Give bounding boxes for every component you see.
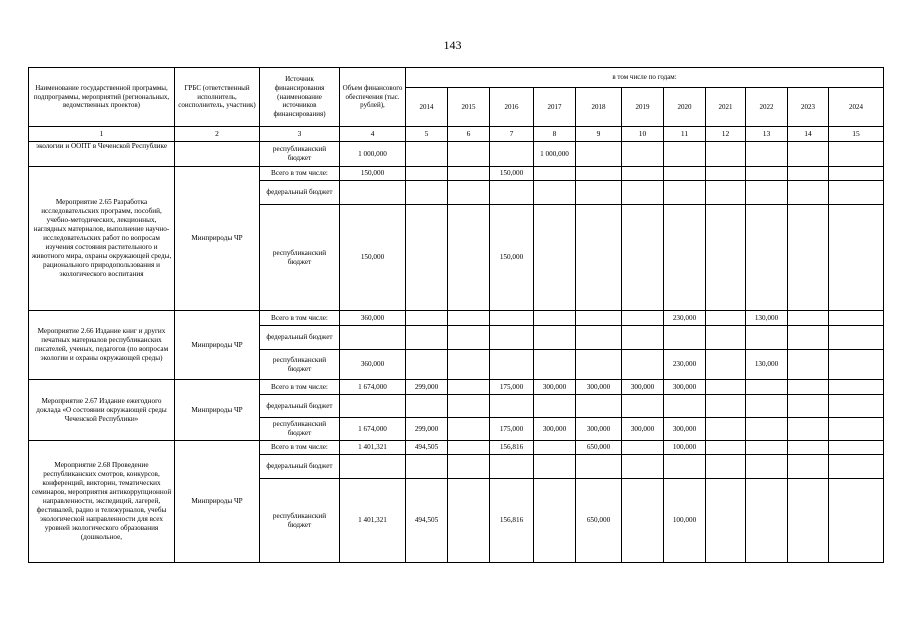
source-republic: республиканский бюджет bbox=[260, 350, 340, 380]
year-value-cell: 650,000 bbox=[576, 479, 622, 563]
year-value-cell bbox=[448, 418, 490, 441]
year-value-cell: 300,000 bbox=[534, 380, 576, 395]
year-value-cell bbox=[448, 311, 490, 326]
year-value-cell bbox=[829, 418, 884, 441]
header-year-2015: 2015 bbox=[448, 88, 490, 127]
year-value-cell bbox=[829, 350, 884, 380]
year-value-cell bbox=[490, 326, 534, 350]
table-row bbox=[29, 167, 884, 181]
column-number: 3 bbox=[260, 127, 340, 142]
year-value-cell bbox=[576, 311, 622, 326]
column-number: 2 bbox=[175, 127, 260, 142]
year-value-cell bbox=[490, 181, 534, 205]
year-value-cell bbox=[706, 350, 746, 380]
column-number: 11 bbox=[664, 127, 706, 142]
source-republic: республиканский бюджет bbox=[260, 142, 340, 167]
year-value-cell bbox=[448, 455, 490, 479]
column-number: 9 bbox=[576, 127, 622, 142]
year-value-cell bbox=[706, 142, 746, 167]
table-row bbox=[29, 311, 884, 326]
column-number: 15 bbox=[829, 127, 884, 142]
volume-cell bbox=[340, 395, 406, 418]
measure-name: Мероприятие 2.65 Разработка исследовательских программ, пособий, учебно-методических, лекционных, наглядных материалов, выполнение научно-исследовательских работ по вопросам изучения состояния растительного и животного мира, охраны окружающей среды, рационального природопользования и экологического воспитания bbox=[29, 167, 175, 311]
year-value-cell bbox=[406, 350, 448, 380]
grbs-cell: Минприроды ЧР bbox=[175, 311, 260, 380]
year-value-cell bbox=[576, 205, 622, 311]
year-value-cell bbox=[576, 142, 622, 167]
year-value-cell bbox=[788, 380, 829, 395]
table-row bbox=[29, 441, 884, 455]
header-year-2014: 2014 bbox=[406, 88, 448, 127]
year-value-cell bbox=[788, 350, 829, 380]
header-year-2018: 2018 bbox=[576, 88, 622, 127]
year-value-cell bbox=[534, 167, 576, 181]
source-total: Всего в том числе: bbox=[260, 441, 340, 455]
measure-name: Мероприятие 2.66 Издание книг и других печатных материалов республиканских писателей, ученых, педагогов (по вопросам экологии и охраны окружающей среды) bbox=[29, 311, 175, 380]
page-number: 143 bbox=[443, 38, 462, 52]
grbs-cell: Минприроды ЧР bbox=[175, 167, 260, 311]
year-value-cell bbox=[622, 181, 664, 205]
column-number: 14 bbox=[788, 127, 829, 142]
table-body bbox=[29, 142, 884, 563]
table-row bbox=[29, 142, 884, 167]
year-value-cell bbox=[746, 395, 788, 418]
year-value-cell bbox=[534, 455, 576, 479]
measure-name-continued: экологии и ООПТ в Чеченской Республике bbox=[29, 142, 175, 167]
year-value-cell bbox=[622, 311, 664, 326]
header-volume: Объем финансового обеспечения (тыс. рублей), bbox=[340, 68, 406, 127]
year-value-cell bbox=[664, 181, 706, 205]
year-value-cell bbox=[534, 326, 576, 350]
year-value-cell bbox=[664, 326, 706, 350]
year-value-cell bbox=[448, 441, 490, 455]
year-value-cell bbox=[746, 205, 788, 311]
year-value-cell bbox=[788, 418, 829, 441]
year-value-cell bbox=[622, 455, 664, 479]
year-value-cell bbox=[829, 311, 884, 326]
year-value-cell: 150,000 bbox=[490, 205, 534, 311]
year-value-cell bbox=[829, 455, 884, 479]
year-value-cell bbox=[576, 455, 622, 479]
year-value-cell: 156,816 bbox=[490, 479, 534, 563]
year-value-cell bbox=[746, 418, 788, 441]
year-value-cell: 175,000 bbox=[490, 380, 534, 395]
volume-cell bbox=[340, 455, 406, 479]
year-value-cell bbox=[448, 395, 490, 418]
year-value-cell bbox=[788, 455, 829, 479]
year-value-cell bbox=[406, 205, 448, 311]
year-value-cell bbox=[490, 142, 534, 167]
year-value-cell bbox=[406, 167, 448, 181]
year-value-cell bbox=[534, 311, 576, 326]
table-row bbox=[29, 380, 884, 395]
year-value-cell bbox=[706, 418, 746, 441]
year-value-cell: 300,000 bbox=[622, 418, 664, 441]
year-value-cell bbox=[664, 142, 706, 167]
source-federal: федеральный бюджет bbox=[260, 395, 340, 418]
year-value-cell bbox=[788, 479, 829, 563]
year-value-cell bbox=[788, 326, 829, 350]
volume-cell: 1 000,000 bbox=[340, 142, 406, 167]
year-value-cell bbox=[829, 205, 884, 311]
year-value-cell bbox=[746, 181, 788, 205]
column-number: 1 bbox=[29, 127, 175, 142]
column-number: 6 bbox=[448, 127, 490, 142]
year-value-cell bbox=[829, 167, 884, 181]
source-total: Всего в том числе: bbox=[260, 380, 340, 395]
year-value-cell: 300,000 bbox=[534, 418, 576, 441]
year-value-cell bbox=[622, 441, 664, 455]
year-value-cell bbox=[706, 380, 746, 395]
year-value-cell: 100,000 bbox=[664, 479, 706, 563]
year-value-cell bbox=[534, 205, 576, 311]
year-value-cell: 494,505 bbox=[406, 479, 448, 563]
source-republic: республиканский бюджет bbox=[260, 479, 340, 563]
year-value-cell bbox=[664, 455, 706, 479]
year-value-cell bbox=[534, 395, 576, 418]
year-value-cell bbox=[788, 167, 829, 181]
year-value-cell bbox=[664, 167, 706, 181]
year-value-cell bbox=[490, 395, 534, 418]
year-value-cell bbox=[788, 205, 829, 311]
year-value-cell bbox=[406, 326, 448, 350]
year-value-cell: 300,000 bbox=[664, 380, 706, 395]
header-name: Наименование государственной программы, подпрограммы, мероприятий (региональных, ведомственных проектов) bbox=[29, 68, 175, 127]
year-value-cell: 494,505 bbox=[406, 441, 448, 455]
year-value-cell bbox=[706, 395, 746, 418]
year-value-cell bbox=[746, 142, 788, 167]
header-source: Источник финансирования (наименование источников финансирования) bbox=[260, 68, 340, 127]
year-value-cell: 299,000 bbox=[406, 418, 448, 441]
year-value-cell bbox=[534, 441, 576, 455]
volume-cell: 1 674,000 bbox=[340, 418, 406, 441]
year-value-cell bbox=[576, 395, 622, 418]
column-number: 12 bbox=[706, 127, 746, 142]
year-value-cell bbox=[622, 205, 664, 311]
year-value-cell bbox=[788, 311, 829, 326]
year-value-cell bbox=[406, 395, 448, 418]
year-value-cell: 650,000 bbox=[576, 441, 622, 455]
volume-cell: 1 401,321 bbox=[340, 441, 406, 455]
column-number: 8 bbox=[534, 127, 576, 142]
volume-cell: 360,000 bbox=[340, 311, 406, 326]
year-value-cell bbox=[664, 395, 706, 418]
year-value-cell bbox=[788, 142, 829, 167]
year-value-cell bbox=[829, 326, 884, 350]
year-value-cell bbox=[706, 181, 746, 205]
year-value-cell bbox=[406, 142, 448, 167]
year-value-cell bbox=[829, 181, 884, 205]
column-number: 5 bbox=[406, 127, 448, 142]
header-year-2019: 2019 bbox=[622, 88, 664, 127]
header-year-2023: 2023 bbox=[788, 88, 829, 127]
header-year-2016: 2016 bbox=[490, 88, 534, 127]
year-value-cell bbox=[622, 142, 664, 167]
year-value-cell bbox=[706, 311, 746, 326]
year-value-cell bbox=[829, 380, 884, 395]
year-value-cell: 150,000 bbox=[490, 167, 534, 181]
grbs-cell bbox=[175, 142, 260, 167]
year-value-cell: 230,000 bbox=[664, 311, 706, 326]
year-value-cell: 130,000 bbox=[746, 350, 788, 380]
header-year-2020: 2020 bbox=[664, 88, 706, 127]
source-federal: федеральный бюджет bbox=[260, 455, 340, 479]
year-value-cell bbox=[829, 142, 884, 167]
year-value-cell bbox=[746, 441, 788, 455]
year-value-cell bbox=[829, 441, 884, 455]
year-value-cell bbox=[829, 479, 884, 563]
year-value-cell bbox=[746, 326, 788, 350]
source-republic: республиканский бюджет bbox=[260, 205, 340, 311]
volume-cell: 1 401,321 bbox=[340, 479, 406, 563]
year-value-cell: 300,000 bbox=[576, 418, 622, 441]
source-total: Всего в том числе: bbox=[260, 311, 340, 326]
volume-cell: 360,000 bbox=[340, 350, 406, 380]
year-value-cell bbox=[706, 441, 746, 455]
year-value-cell: 130,000 bbox=[746, 311, 788, 326]
year-value-cell bbox=[406, 181, 448, 205]
year-value-cell bbox=[829, 395, 884, 418]
year-value-cell bbox=[490, 350, 534, 380]
year-value-cell bbox=[448, 167, 490, 181]
year-value-cell bbox=[622, 350, 664, 380]
volume-cell: 150,000 bbox=[340, 167, 406, 181]
column-number: 10 bbox=[622, 127, 664, 142]
year-value-cell bbox=[576, 326, 622, 350]
year-value-cell: 156,816 bbox=[490, 441, 534, 455]
year-value-cell bbox=[788, 395, 829, 418]
measure-name: Мероприятие 2.67 Издание ежегодного доклада «О состоянии окружающей среды Чеченской Республики» bbox=[29, 380, 175, 441]
year-value-cell bbox=[534, 479, 576, 563]
year-value-cell bbox=[706, 479, 746, 563]
year-value-cell bbox=[746, 167, 788, 181]
header-year-2022: 2022 bbox=[746, 88, 788, 127]
year-value-cell bbox=[448, 205, 490, 311]
year-value-cell bbox=[622, 479, 664, 563]
volume-cell bbox=[340, 181, 406, 205]
source-federal: федеральный бюджет bbox=[260, 326, 340, 350]
year-value-cell bbox=[448, 142, 490, 167]
year-value-cell bbox=[788, 441, 829, 455]
year-value-cell: 299,000 bbox=[406, 380, 448, 395]
source-federal: федеральный бюджет bbox=[260, 181, 340, 205]
year-value-cell bbox=[746, 380, 788, 395]
year-value-cell bbox=[664, 205, 706, 311]
year-value-cell: 230,000 bbox=[664, 350, 706, 380]
measure-name: Мероприятие 2.68 Проведение республиканских смотров, конкурсов, конференций, викторин, тематических семинаров, мероприятия антикоррупционной направленности, экспедиций, лагерей, фестивалей, радио и тележурналов, учебы экологической направленности для всех уровней экологического образования (дошкольное, bbox=[29, 441, 175, 563]
budget-table bbox=[28, 67, 884, 563]
source-total: Всего в том числе: bbox=[260, 167, 340, 181]
volume-cell bbox=[340, 326, 406, 350]
year-value-cell bbox=[448, 380, 490, 395]
column-numbers-row bbox=[29, 127, 884, 142]
year-value-cell bbox=[576, 167, 622, 181]
column-number: 13 bbox=[746, 127, 788, 142]
header-year-2017: 2017 bbox=[534, 88, 576, 127]
year-value-cell: 100,000 bbox=[664, 441, 706, 455]
year-value-cell: 300,000 bbox=[576, 380, 622, 395]
year-value-cell bbox=[706, 455, 746, 479]
year-value-cell bbox=[706, 326, 746, 350]
year-value-cell bbox=[706, 205, 746, 311]
year-value-cell: 1 000,000 bbox=[534, 142, 576, 167]
year-value-cell bbox=[534, 181, 576, 205]
year-value-cell bbox=[448, 479, 490, 563]
year-value-cell bbox=[706, 167, 746, 181]
year-value-cell bbox=[622, 395, 664, 418]
year-value-cell bbox=[448, 326, 490, 350]
year-value-cell bbox=[406, 455, 448, 479]
year-value-cell: 175,000 bbox=[490, 418, 534, 441]
grbs-cell: Минприроды ЧР bbox=[175, 380, 260, 441]
year-value-cell bbox=[622, 167, 664, 181]
header-year-2021: 2021 bbox=[706, 88, 746, 127]
grbs-cell: Минприроды ЧР bbox=[175, 441, 260, 563]
year-value-cell bbox=[576, 181, 622, 205]
volume-cell: 1 674,000 bbox=[340, 380, 406, 395]
year-value-cell: 300,000 bbox=[622, 380, 664, 395]
volume-cell: 150,000 bbox=[340, 205, 406, 311]
year-value-cell bbox=[788, 181, 829, 205]
source-republic: республиканский бюджет bbox=[260, 418, 340, 441]
year-value-cell bbox=[746, 455, 788, 479]
year-value-cell bbox=[534, 350, 576, 380]
year-value-cell bbox=[622, 326, 664, 350]
year-value-cell bbox=[490, 455, 534, 479]
header-by-years: в том числе по годам: bbox=[406, 68, 884, 88]
year-value-cell bbox=[576, 350, 622, 380]
year-value-cell bbox=[448, 350, 490, 380]
year-value-cell bbox=[406, 311, 448, 326]
year-value-cell bbox=[746, 479, 788, 563]
column-number: 7 bbox=[490, 127, 534, 142]
year-value-cell: 300,000 bbox=[664, 418, 706, 441]
year-value-cell bbox=[490, 311, 534, 326]
header-year-2024: 2024 bbox=[829, 88, 884, 127]
column-number: 4 bbox=[340, 127, 406, 142]
year-value-cell bbox=[448, 181, 490, 205]
header-row bbox=[29, 68, 884, 88]
header-grbs: ГРБС (ответственный исполнитель, соисполнитель, участник) bbox=[175, 68, 260, 127]
